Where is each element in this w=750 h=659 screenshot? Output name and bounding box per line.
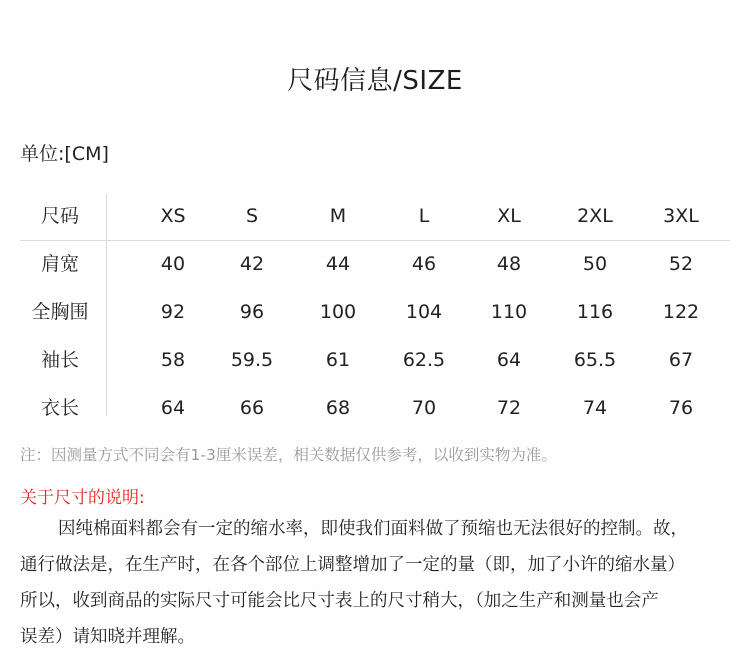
table-cell: 66: [239, 397, 265, 419]
unit-label: 单位:[CM]: [20, 143, 109, 165]
table-cell: 59.5: [230, 349, 274, 371]
table-cell: 76: [668, 397, 694, 419]
table-row: [20, 336, 730, 384]
table-cell: 62.5: [402, 349, 446, 371]
table-cell: 64: [496, 349, 522, 371]
table-cell: 61: [325, 349, 351, 371]
table-row: [20, 240, 730, 288]
table-cell: 40: [160, 253, 186, 275]
table-cell: 46: [411, 253, 437, 275]
header-cell-label: 尺码: [40, 205, 79, 227]
explanation-line: 所以，收到商品的实际尺寸可能会比尺寸表上的尺寸稍大，（加之生产和测量也会产: [20, 591, 659, 611]
table-cell: 110: [490, 301, 528, 323]
page-title: 尺码信息/SIZE: [287, 66, 463, 96]
row-label: 衣长: [40, 397, 79, 419]
table-cell: 122: [662, 301, 700, 323]
table-cell: 48: [496, 253, 522, 275]
table-cell: 74: [582, 397, 608, 419]
table-cell: 92: [160, 301, 186, 323]
explanation-line: 误差）请知晓并理解。: [20, 627, 195, 647]
row-label: 袖长: [40, 349, 79, 371]
table-cell: 44: [325, 253, 351, 275]
table-cell: 100: [319, 301, 357, 323]
header-cell-2xl: 2XL: [577, 205, 613, 227]
header-cell-xs: XS: [160, 205, 186, 227]
header-cell-s: S: [245, 205, 259, 227]
table-cell: 70: [411, 397, 437, 419]
explanation-line: 通行做法是，在生产时，在各个部位上调整增加了一定的量（即，加了小许的缩水量）: [20, 555, 685, 575]
table-cell: 50: [582, 253, 608, 275]
table-cell: 65.5: [573, 349, 617, 371]
table-cell: 116: [576, 301, 614, 323]
table-cell: 72: [496, 397, 522, 419]
header-cell-m: M: [329, 205, 347, 227]
table-cell: 104: [405, 301, 443, 323]
table-row: [20, 384, 730, 432]
size-explanation-body: [20, 511, 736, 655]
header-cell-3xl: 3XL: [663, 205, 699, 227]
header-cell-xl: XL: [497, 205, 521, 227]
table-cell: 42: [239, 253, 265, 275]
header-cell-l: L: [418, 205, 430, 227]
explanation-line: 因纯棉面料都会有一定的缩水率，即使我们面料做了预缩也无法很好的控制。故，: [58, 519, 688, 539]
table-cell: 96: [239, 301, 265, 323]
table-cell: 52: [668, 253, 694, 275]
table-cell: 68: [325, 397, 351, 419]
table-row: [20, 288, 730, 336]
measurement-note: 注：因测量方式不同会有1-3厘米误差，相关数据仅供参考，以收到实物为准。: [20, 446, 557, 464]
table-cell: 58: [160, 349, 186, 371]
row-label: 全胸围: [31, 301, 89, 323]
table-cell: 64: [160, 397, 186, 419]
size-explanation-heading: 关于尺寸的说明:: [20, 488, 145, 508]
row-label: 肩宽: [40, 253, 79, 275]
table-cell: 67: [668, 349, 694, 371]
table-header-row: [20, 192, 730, 240]
